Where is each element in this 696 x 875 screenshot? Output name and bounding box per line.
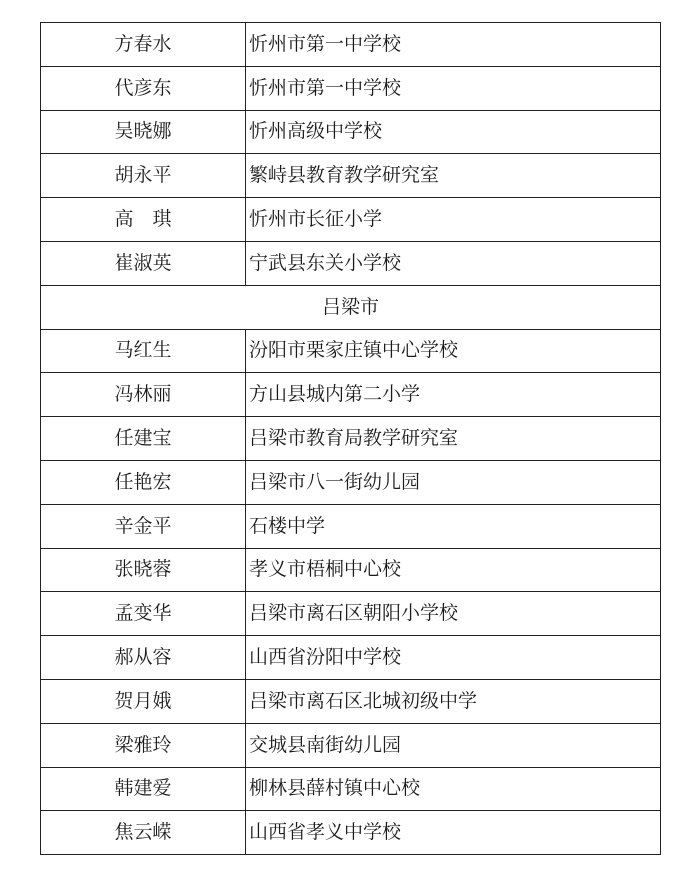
roster-table [40, 22, 661, 855]
name-cell: 崔淑英 [41, 241, 246, 285]
name-cell: 韩建爱 [41, 767, 246, 811]
name-cell: 代彦东 [41, 66, 246, 110]
table-row [41, 373, 661, 417]
school-cell: 石楼中学 [246, 504, 661, 548]
name-cell: 贺月娥 [41, 679, 246, 723]
name-cell: 高 琪 [41, 198, 246, 242]
name-cell: 冯林丽 [41, 373, 246, 417]
city-header-row [41, 285, 661, 329]
table-row [41, 66, 661, 110]
table-row [41, 504, 661, 548]
table-row [41, 767, 661, 811]
table-row [41, 23, 661, 67]
table-row [41, 329, 661, 373]
name-cell: 郝从容 [41, 636, 246, 680]
school-cell: 吕梁市教育局教学研究室 [246, 417, 661, 461]
table-row [41, 241, 661, 285]
name-cell: 梁雅玲 [41, 723, 246, 767]
school-cell: 柳林县薛村镇中心校 [246, 767, 661, 811]
name-cell: 孟变华 [41, 592, 246, 636]
name-cell: 任艳宏 [41, 460, 246, 504]
name-cell: 胡永平 [41, 154, 246, 198]
table-row [41, 417, 661, 461]
school-cell: 孝义市梧桐中心校 [246, 548, 661, 592]
name-cell: 张晓蓉 [41, 548, 246, 592]
table-row [41, 723, 661, 767]
school-cell: 忻州高级中学校 [246, 110, 661, 154]
table-row [41, 460, 661, 504]
city-header: 吕梁市 [41, 285, 661, 329]
school-cell: 宁武县东关小学校 [246, 241, 661, 285]
school-cell: 山西省汾阳中学校 [246, 636, 661, 680]
school-cell: 方山县城内第二小学 [246, 373, 661, 417]
name-cell: 焦云嵘 [41, 811, 246, 855]
school-cell: 吕梁市八一街幼儿园 [246, 460, 661, 504]
table-row [41, 548, 661, 592]
name-cell: 辛金平 [41, 504, 246, 548]
table-row [41, 592, 661, 636]
school-cell: 繁峙县教育教学研究室 [246, 154, 661, 198]
name-cell: 任建宝 [41, 417, 246, 461]
school-cell: 忻州市第一中学校 [246, 23, 661, 67]
table-row [41, 154, 661, 198]
school-cell: 吕梁市离石区北城初级中学 [246, 679, 661, 723]
school-cell: 忻州市长征小学 [246, 198, 661, 242]
name-cell: 马红生 [41, 329, 246, 373]
school-cell: 吕梁市离石区朝阳小学校 [246, 592, 661, 636]
school-cell: 汾阳市栗家庄镇中心学校 [246, 329, 661, 373]
school-cell: 山西省孝义中学校 [246, 811, 661, 855]
name-cell: 吴晓娜 [41, 110, 246, 154]
table-row [41, 679, 661, 723]
roster-table-body [41, 23, 661, 855]
name-cell: 方春水 [41, 23, 246, 67]
school-cell: 交城县南街幼儿园 [246, 723, 661, 767]
table-row [41, 110, 661, 154]
school-cell: 忻州市第一中学校 [246, 66, 661, 110]
table-row [41, 811, 661, 855]
table-row [41, 636, 661, 680]
table-row [41, 198, 661, 242]
